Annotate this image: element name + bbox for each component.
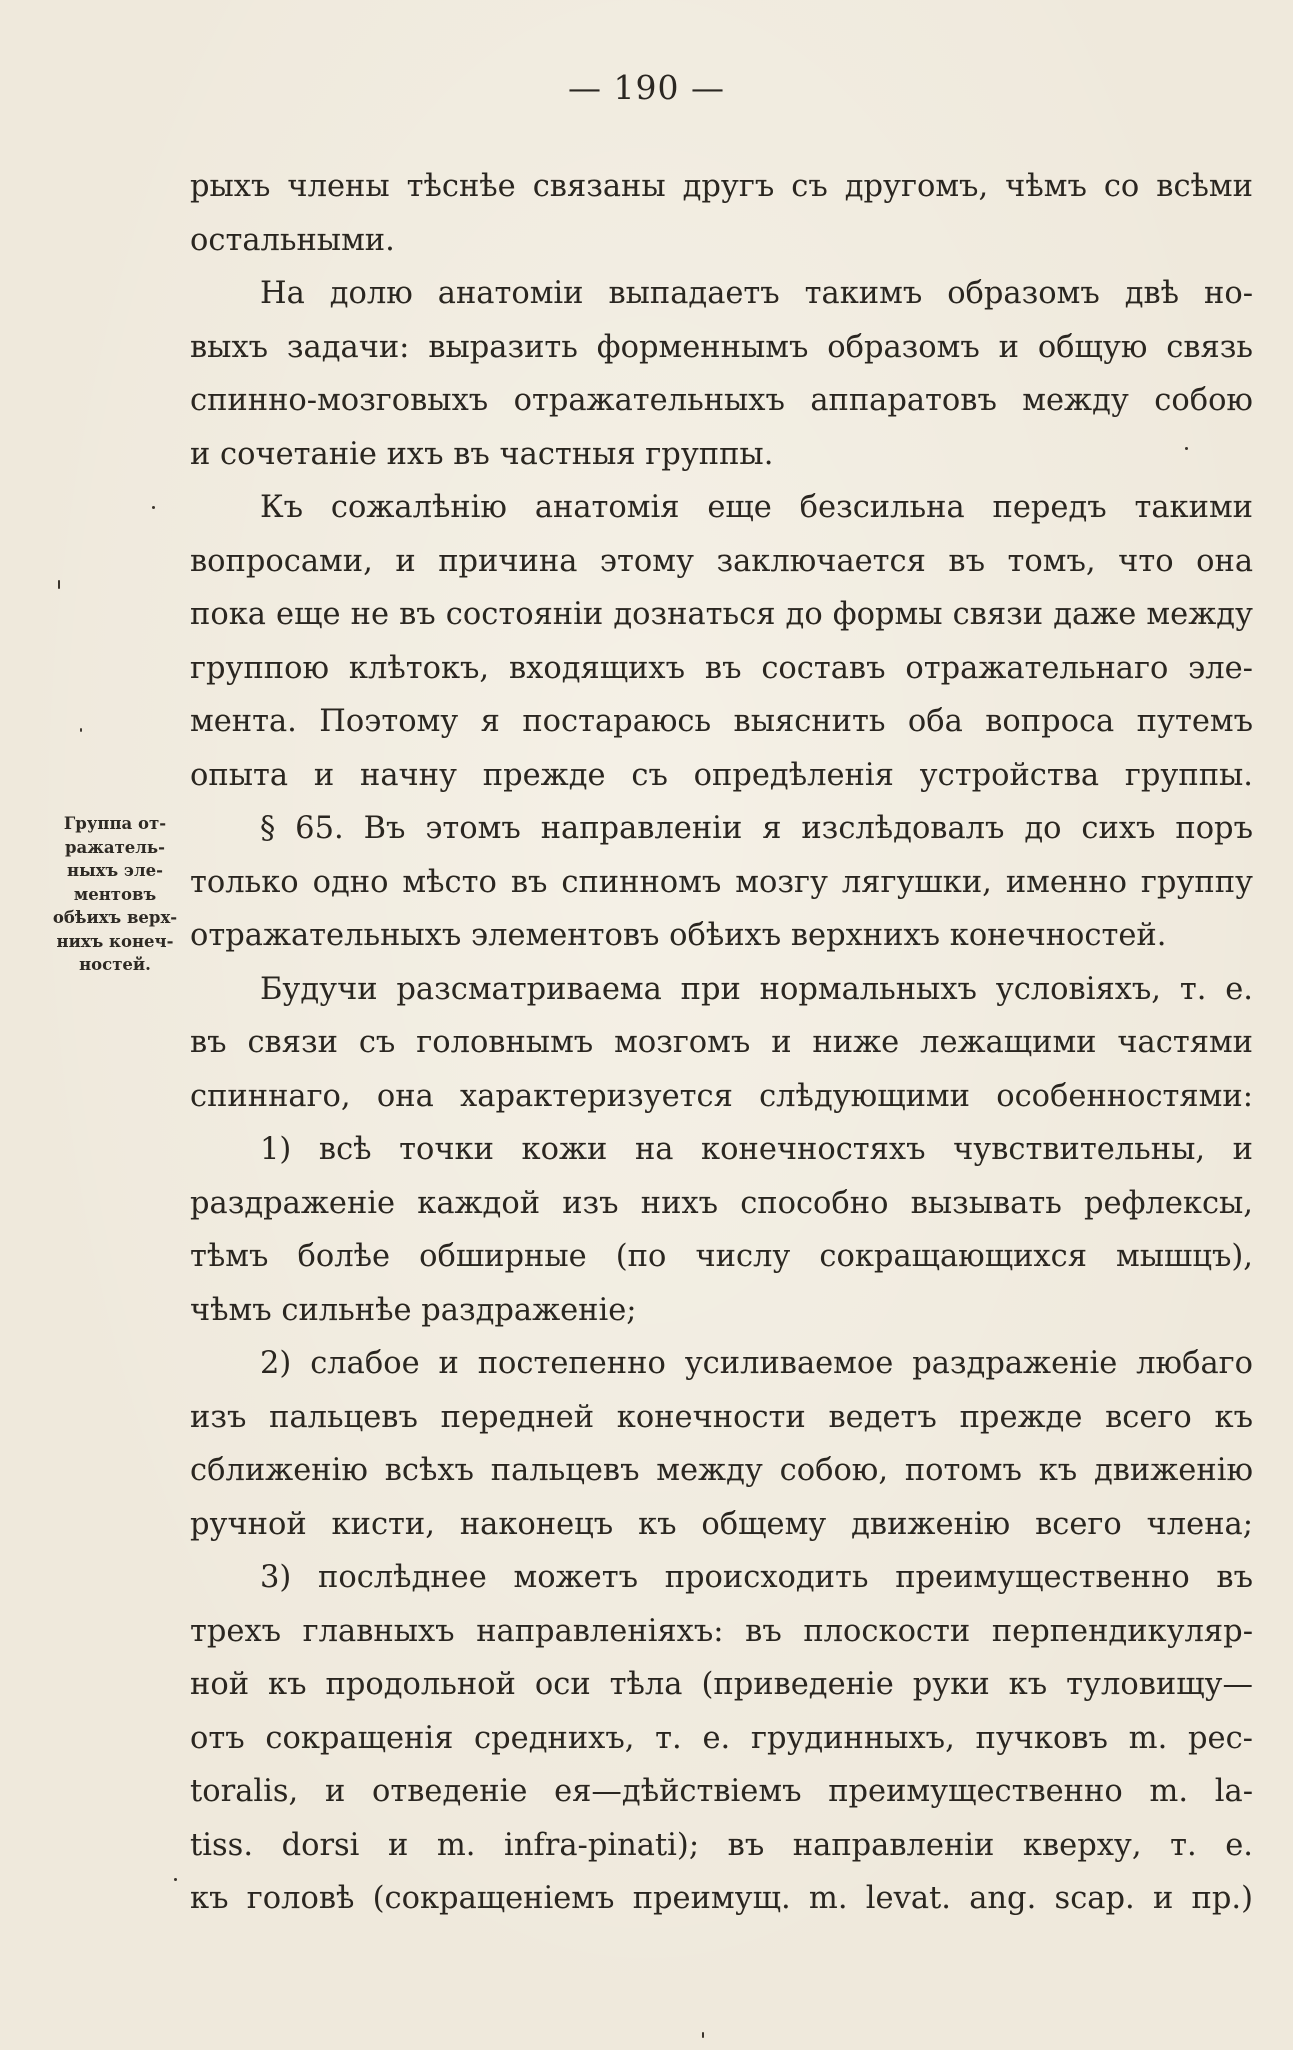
text-line: къ головѣ (сокращеніемъ преимущ. m. levat. ang. scap. и пр.) (190, 1881, 1253, 1916)
text-line: отъ сокращенія среднихъ, т. е. грудинныхъ, пучковъ m. pec- (190, 1720, 1253, 1756)
paper-speck (174, 1878, 177, 1881)
text-line: toralis, и отведеніе ея—дѣйствіемъ преимущественно m. la- (190, 1774, 1253, 1809)
text-line: рыхъ члены тѣснѣе связаны другъ съ другомъ, чѣмъ со всѣми (190, 169, 1253, 204)
text-line: 3) послѣднее можетъ происходить преимущественно въ (260, 1560, 1253, 1595)
text-line: 2) слабое и постепенно усиливаемое раздраженіе любаго (260, 1346, 1253, 1381)
text-line: и сочетаніе ихъ въ частныя группы. (190, 436, 774, 472)
text-line: Къ сожалѣнію анатомія еще безсильна передъ такими (260, 490, 1253, 525)
page-number: — 190 — (568, 68, 725, 107)
text-line: 1) всѣ точки кожи на конечностяхъ чувствительны, и (260, 1132, 1253, 1167)
text-line: въ связи съ головнымъ мозгомъ и ниже лежащими частями (190, 1025, 1253, 1060)
body-text (190, 160, 1253, 1926)
paper-speck (152, 506, 155, 509)
text-line: спинно-мозговыхъ отражательныхъ аппаратовъ между собою (190, 383, 1253, 418)
text-line: опыта и начну прежде съ опредѣленія устройства группы. (190, 757, 1253, 793)
margin-note-line: ражатель- (65, 837, 165, 857)
margin-note-line: нихъ конеч- (56, 931, 174, 951)
text-line: изъ пальцевъ передней конечности ведетъ прежде всего къ (190, 1399, 1253, 1435)
margin-note-line: ментовъ (73, 884, 157, 904)
text-line: раздраженіе каждой изъ нихъ способно вызывать рефлексы, (190, 1185, 1253, 1221)
margin-note-line: ностей. (79, 955, 151, 974)
text-line: группою клѣтокъ, входящихъ въ составъ отражательнаго эле- (190, 650, 1253, 686)
text-line: тѣмъ болѣе обширные (по числу сокращающихся мышцъ), (190, 1239, 1253, 1274)
text-line: tiss. dorsi и m. infra-pinati); въ направленіи кверху, т. е. (190, 1827, 1253, 1863)
text-line: остальными. (190, 222, 395, 258)
text-line: только одно мѣсто въ спинномъ мозгу лягушки, именно группу (190, 864, 1253, 900)
text-line: трехъ главныхъ направленіяхъ: въ плоскости перпендикуляр- (190, 1613, 1253, 1649)
margin-note-line: Группа от- (63, 814, 167, 833)
text-line: На долю анатоміи выпадаетъ такимъ образомъ двѣ но- (260, 276, 1253, 311)
text-line: ной къ продольной оси тѣла (приведеніе руки къ туловищу— (190, 1667, 1253, 1702)
text-line: мента. Поэтому я постараюсь выяснить оба вопроса путемъ (190, 704, 1253, 739)
text-line: § 65. Въ этомъ направленіи я изслѣдовалъ до сихъ поръ (260, 811, 1253, 846)
text-line: вопросами, и причина этому заключается въ томъ, что она (190, 543, 1253, 579)
text-line: ручной кисти, наконецъ къ общему движенію всего члена; (190, 1506, 1253, 1542)
text-line: Будучи разсматриваема при нормальныхъ условіяхъ, т. е. (260, 971, 1253, 1007)
text-line: пока еще не въ состояніи дознаться до формы связи даже между (190, 597, 1253, 632)
text-line: спиннаго, она характеризуется слѣдующими особенностями: (190, 1078, 1253, 1114)
paper-speck (58, 580, 60, 589)
text-line: чѣмъ сильнѣе раздраженіе; (190, 1292, 637, 1328)
margin-note-line: ныхъ эле- (67, 861, 163, 880)
paper-speck (1185, 447, 1188, 450)
margin-note-line: обѣихъ верх- (52, 908, 178, 927)
margin-note (40, 812, 190, 977)
text-line: выхъ задачи: выразить форменнымъ образомъ и общую связь (190, 329, 1253, 365)
paper-speck (702, 2032, 704, 2038)
paper-speck (80, 728, 82, 732)
text-line: отражательныхъ элементовъ обѣихъ верхнихъ конечностей. (190, 918, 1167, 953)
text-line: сближенію всѣхъ пальцевъ между собою, потомъ къ движенію (190, 1453, 1253, 1488)
